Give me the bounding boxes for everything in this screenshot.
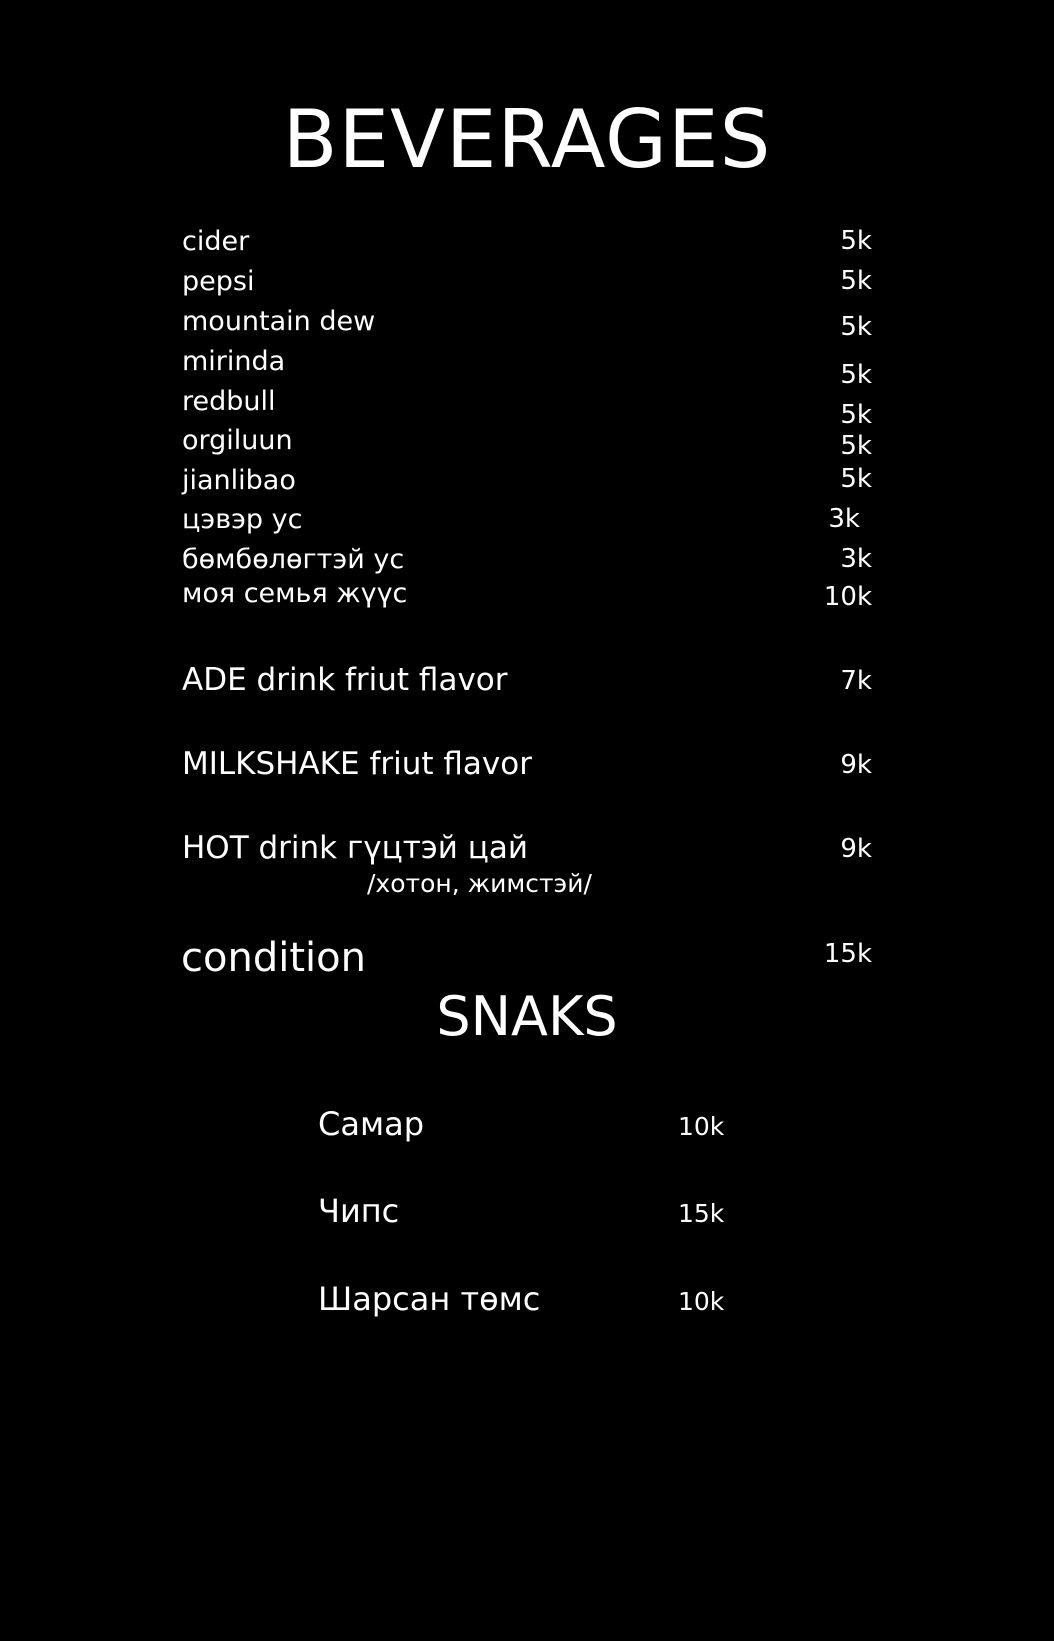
hot-drink-note: /хотон, жимстэй/ [367,869,592,898]
snack-name: Чипс [318,1192,400,1230]
beverages-title: BEVERAGES [282,93,772,186]
beverage-name: redbull [182,386,276,417]
beverage-price: 5k [840,266,872,296]
beverage-name: cider [182,226,250,257]
beverage-price: 5k [840,360,872,390]
beverage-name: цэвэр ус [182,504,303,535]
hot-drink-price: 9k [840,834,872,864]
snack-price: 10k [678,1287,725,1316]
snack-name: Самар [318,1105,425,1143]
beverage-price: 10k [823,582,872,612]
beverage-name: бөмбөлөгтэй ус [182,544,405,575]
beverage-price: 5k [840,431,872,461]
condition-price: 15k [823,939,872,969]
beverage-name: mountain dew [182,306,376,337]
beverage-name: mirinda [182,346,286,377]
ade-name: ADE drink friut flavor [182,662,508,698]
snack-price: 15k [678,1199,725,1228]
beverage-name: jianlibao [182,465,296,496]
beverage-price: 5k [840,400,872,430]
beverage-price: 5k [840,312,872,342]
beverage-price: 5k [840,226,872,256]
condition-name: condition [181,935,366,981]
beverage-name: orgiluun [182,425,293,456]
beverage-name: pepsi [182,266,255,297]
ade-price: 7k [840,666,872,696]
milkshake-name: MILKSHAKE friut flavor [182,746,532,782]
snack-name: Шарсан төмс [318,1280,541,1318]
hot-drink-name: HOT drink гүцтэй цай [182,830,529,866]
milkshake-price: 9k [840,750,872,780]
beverage-price: 3k [828,504,860,534]
beverage-name: моя семья жүүс [182,578,408,609]
snacks-title: SNAKS [436,985,618,1048]
beverage-price: 3k [840,544,872,574]
snack-price: 10k [678,1112,725,1141]
beverage-price: 5k [840,464,872,494]
